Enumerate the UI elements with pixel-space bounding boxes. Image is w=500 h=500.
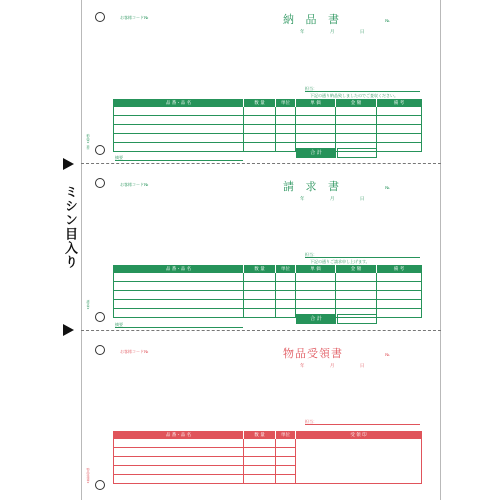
form-title: 物品受領書 [283,347,343,360]
perforation-arrow-lower [63,324,74,336]
margin-note: 請求書 [86,300,90,309]
staff-underline [305,424,420,425]
column-header: 備 考 [393,267,405,272]
column-header: 備 考 [393,101,405,106]
summary-underline [115,327,243,328]
column-header: 単 価 [296,100,336,107]
date-labels: 年 月 日 [300,197,377,202]
column-header: 数 量 [244,266,276,273]
column-header: 品 番・品 名 [114,432,244,439]
item-table [113,265,422,318]
form-number-label: №. [385,352,391,357]
column-header: 品 番・品 名 [114,100,244,107]
perforation-line-upper [81,163,441,164]
column-header: 受 領 印 [350,433,367,438]
total-label: 合 計 [296,148,336,158]
perforation-label: ミシン目入り [62,185,77,269]
summary-label: 摘要 [115,155,123,160]
summary-underline [115,160,243,161]
column-header: 単位 [276,100,296,107]
column-header: 数 量 [244,432,276,439]
form-title: 請 求 書 [283,180,343,193]
staff-underline [305,257,420,258]
column-header: 金 額 [336,266,377,273]
binder-hole [95,480,105,490]
binder-hole [95,312,105,322]
perforation-line-lower [81,330,441,331]
column-header: 金 額 [336,100,377,107]
receipt-table [113,431,422,484]
staff-label: 担当： [305,252,317,257]
form-number-label: №. [385,185,391,190]
staff-label: 担当： [305,86,317,91]
form-message: 下記の通りご請求申し上げます。 [310,259,370,264]
total-box [337,314,377,324]
total-box [337,148,377,158]
binder-hole [95,12,105,22]
staff-label: 担当： [305,419,317,424]
binder-hole [95,345,105,355]
total-label: 合 計 [296,314,336,324]
column-header: 数 量 [244,100,276,107]
form-number-label: №. [385,18,391,23]
form-title: 納 品 書 [283,13,343,26]
column-header: 単位 [276,432,296,439]
summary-label: 摘要 [115,322,123,327]
column-header: 品 番・品 名 [114,266,244,273]
customer-code-label: お客様コード№ [120,182,149,187]
date-labels: 年 月 日 [300,30,377,35]
column-header: 単位 [276,266,296,273]
column-header: 単 価 [296,266,336,273]
date-labels: 年 月 日 [300,364,377,369]
margin-note: 物品受領書 [86,468,90,483]
binder-hole [95,145,105,155]
customer-code-label: お客様コード№ [120,15,149,20]
customer-code-label: お客様コード№ [120,349,149,354]
form-sheet [81,0,441,500]
perforation-arrow-upper [63,158,74,170]
item-table [113,99,422,152]
form-message: 下記の通り納品致しましたのでご査収ください。 [310,93,398,98]
staff-underline [305,91,420,92]
binder-hole [95,178,105,188]
margin-note: 納品書（控） [86,134,90,152]
